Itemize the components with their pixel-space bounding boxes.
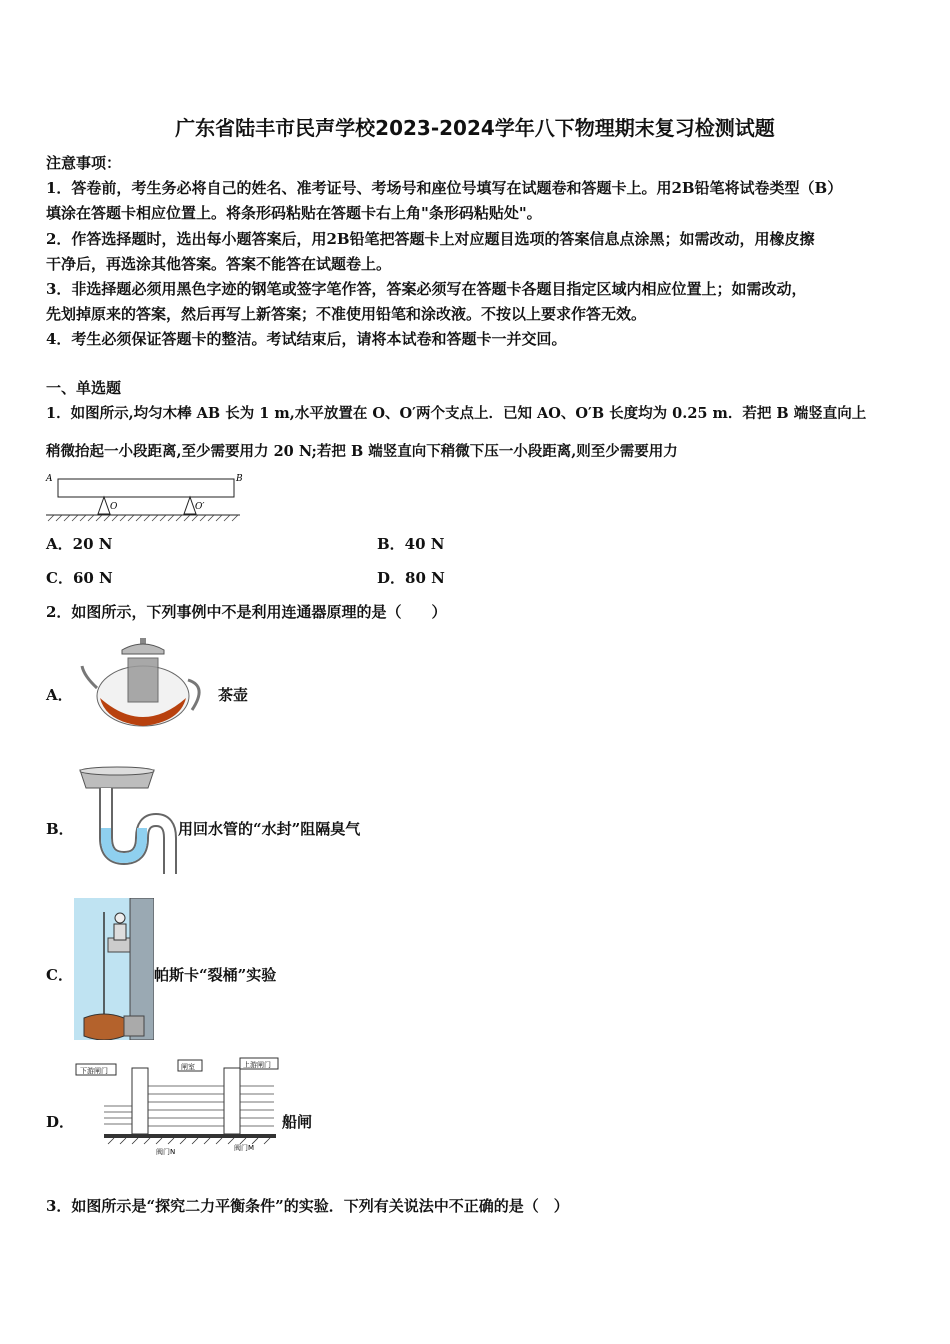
label-o: O <box>110 502 118 512</box>
q2-option-b-letter[interactable]: B． <box>46 820 74 838</box>
notice-line: 填涂在答题卡相应位置上。将条形码粘贴在答题卡右上角"条形码粘贴处"。 <box>46 204 542 222</box>
teapot-image <box>80 636 210 731</box>
section-heading: 一、单选题 <box>46 379 122 397</box>
q1-stem-line1: 1．如图所示,均匀木棒 AB 长为 1 m,水平放置在 O、O′两个支点上．已知 AO、O′B 长度均为 0.25 m．若把 B 端竖直向上 <box>46 405 867 422</box>
sink-trap-image <box>78 766 178 878</box>
notice-heading: 注意事项： <box>46 154 122 172</box>
q2-option-d-text: 船闸 <box>282 1113 313 1131</box>
q2-option-a-letter[interactable]: A． <box>46 686 73 704</box>
q1-stem-line2: 稍微抬起一小段距离,至少需要用力 20 N;若把 B 端竖直向下稍微下压一小段距离,则至少需要用力 <box>46 443 678 460</box>
label-valve-m: 阀门M <box>234 1144 255 1152</box>
q1-lever-figure <box>44 470 244 522</box>
notice-line: 先划掉原来的答案，然后再写上新答案；不准使用铅笔和涂改液。不按以上要求作答无效。 <box>46 305 647 323</box>
notice-line: 2．作答选择题时，选出每小题答案后，用2B铅笔把答题卡上对应题目选项的答案信息点涂黑；如需改动，用橡皮擦 <box>46 230 815 248</box>
label-a: A <box>46 474 53 484</box>
q3-stem: 3．如图所示是“探究二力平衡条件”的实验．下列有关说法中不正确的是（ ） <box>46 1197 569 1215</box>
q2-option-d-letter[interactable]: D． <box>46 1113 75 1131</box>
q1-option-d[interactable]: D．80 N <box>377 569 445 587</box>
support-o <box>98 497 110 514</box>
pascal-barrel-image <box>74 898 154 1040</box>
notice-line: 1．答卷前，考生务必将自己的姓名、准考证号、考场号和座位号填写在试题卷和答题卡上。用2B铅笔将试卷类型（B） <box>46 179 843 197</box>
label-up-gate: 上游闸门 <box>243 1061 271 1069</box>
notice-line: 3．非选择题必须用黑色字迹的钢笔或签字笔作答，答案必须写在答题卡各题目指定区域内相应位置上；如需改动， <box>46 280 807 298</box>
label-o-prime: O′ <box>195 502 205 512</box>
water-lines <box>104 1086 274 1126</box>
q2-option-a-text: 茶壶 <box>218 686 249 704</box>
ship-lock-image <box>74 1056 282 1158</box>
notice-line: 干净后，再选涂其他答案。答案不能答在试题卷上。 <box>46 255 392 273</box>
ground-hatch <box>48 515 238 521</box>
q1-option-a[interactable]: A．20 N <box>46 535 113 553</box>
q2-option-b-text: 用回水管的“水封”阻隔臭气 <box>178 820 361 838</box>
label-chamber: 闸室 <box>181 1063 195 1071</box>
q1-option-c[interactable]: C．60 N <box>46 569 113 587</box>
q1-option-b[interactable]: B．40 N <box>377 535 445 553</box>
q2-option-c-letter[interactable]: C． <box>46 966 73 984</box>
q2-stem: 2．如图所示，下列事例中不是利用连通器原理的是（ ） <box>46 603 447 621</box>
label-b: B <box>236 474 243 484</box>
label-down-gate: 下游闸门 <box>80 1067 108 1075</box>
notice-line: 4．考生必须保证答题卡的整洁。考试结束后，请将本试卷和答题卡一并交回。 <box>46 330 567 348</box>
page-title: 广东省陆丰市民声学校2023-2024学年八下物理期末复习检测试题 <box>175 116 775 140</box>
label-valve-n: 阀门N <box>156 1148 176 1156</box>
q2-option-c-text: 帕斯卡“裂桶”实验 <box>154 966 277 984</box>
wooden-rod <box>58 479 234 497</box>
